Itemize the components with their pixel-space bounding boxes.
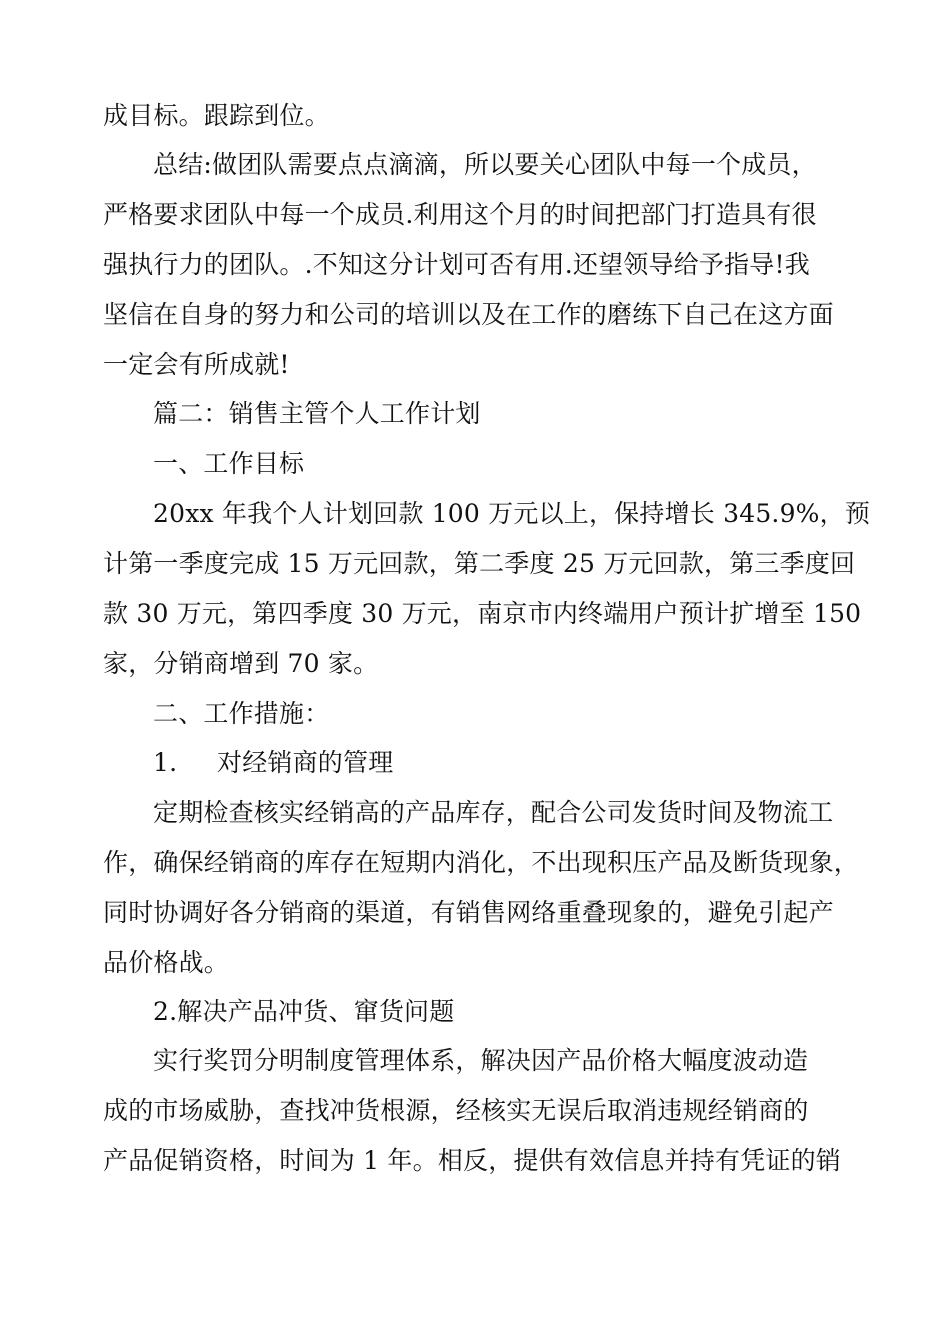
summary-line: 总结:做团队需要点点滴滴，所以要关心团队中每一个成员， <box>153 150 817 179</box>
paragraph-line: 家，分销商增到 70 家。 <box>103 649 379 678</box>
list-item-label: 对经销商的管理 <box>217 748 394 777</box>
subsection-heading: 二、工作措施： <box>153 699 330 728</box>
section-heading: 篇二：销售主管个人工作计划 <box>153 399 481 428</box>
paragraph-line: 成的市场威胁，查找冲货根源，经核实无误后取消违规经销商的 <box>103 1096 809 1125</box>
paragraph-line: 强执行力的团队。.不知这分计划可否有用.还望领导给予指导!我 <box>103 250 810 279</box>
list-item-heading <box>153 748 393 778</box>
subsection-heading: 一、工作目标 <box>153 449 305 478</box>
paragraph-line: 作，确保经销商的库存在短期内消化，不出现积压产品及断货现象， <box>103 848 860 877</box>
list-item-heading: 2.解决产品冲货、窜货问题 <box>153 997 455 1026</box>
paragraph-line: 成目标。跟踪到位。 <box>103 101 330 130</box>
paragraph-line: 实行奖罚分明制度管理体系，解决因产品价格大幅度波动造 <box>153 1046 809 1075</box>
paragraph-line: 品价格战。 <box>103 948 230 977</box>
paragraph-line: 严格要求团队中每一个成员.利用这个月的时间把部门打造具有很 <box>103 200 817 229</box>
paragraph-line: 同时协调好各分销商的渠道，有销售网络重叠现象的，避免引起产 <box>103 898 834 927</box>
list-number: 1. <box>153 748 178 777</box>
paragraph-line: 产品促销资格，时间为 1 年。相反，提供有效信息并持有凭证的销 <box>103 1146 842 1175</box>
paragraph-line: 20xx 年我个人计划回款 100 万元以上，保持增长 345.9%，预 <box>153 499 871 528</box>
paragraph-line: 款 30 万元，第四季度 30 万元，南京市内终端用户预计扩增至 150 <box>103 599 862 628</box>
paragraph-line: 计第一季度完成 15 万元回款，第二季度 25 万元回款，第三季度回 <box>103 549 856 578</box>
paragraph-line: 坚信在自身的努力和公司的培训以及在工作的磨练下自己在这方面 <box>103 300 834 329</box>
paragraph-line: 一定会有所成就! <box>103 350 290 379</box>
paragraph-line: 定期检查核实经销高的产品库存，配合公司发货时间及物流工 <box>153 798 834 827</box>
